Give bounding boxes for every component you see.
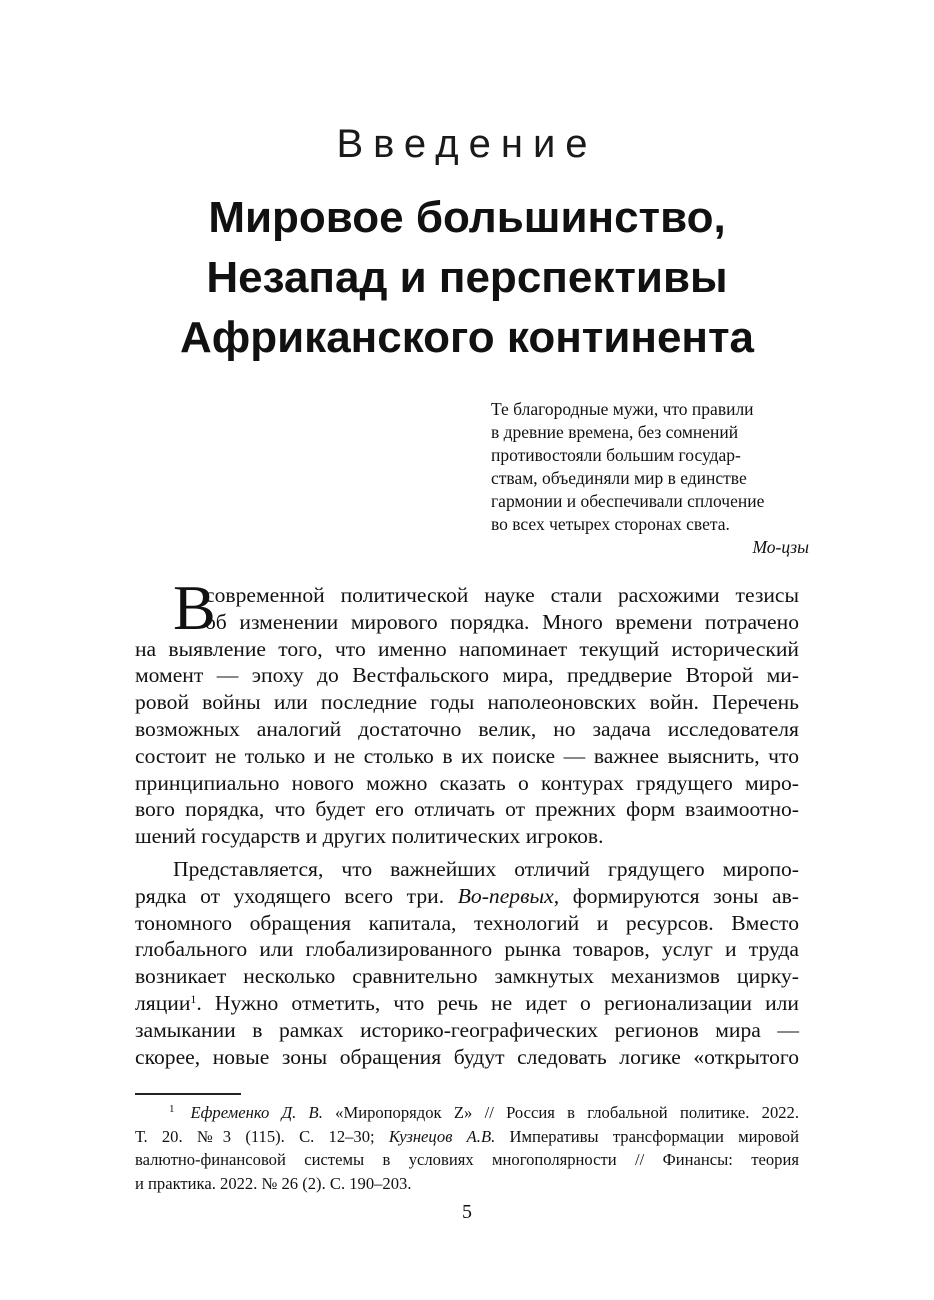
body-line: замыкании в рамках историко-географических регионов мира —	[135, 1017, 799, 1042]
footnote-author: Кузнецов А.В.	[388, 1126, 496, 1146]
footnote-author: Ефременко Д. В.	[190, 1103, 323, 1122]
body-line: скорее, новые зоны обращения будут следовать логике «открытого	[135, 1044, 799, 1069]
text-run: рядка от уходящего всего три.	[135, 883, 458, 908]
footnote-line	[135, 1125, 799, 1149]
body-line: об изменении мирового порядка. Много времени потрачено	[205, 609, 799, 634]
text-run: ляции	[135, 990, 191, 1015]
body-line: возникает несколько сравнительно замкнутых механизмов цирку-	[135, 964, 799, 989]
title-line: Мировое большинство,	[208, 193, 726, 242]
page-number: 5	[462, 1201, 472, 1223]
footnote-marker: 1	[169, 1103, 175, 1115]
epigraph-line: гармонии и обеспечивали сплочение	[491, 491, 765, 511]
epigraph-line: ствам, объединяли мир в единстве	[491, 468, 747, 488]
epigraph-line: во всех четырех сторонах света.	[491, 514, 730, 534]
text-run: , формируются зоны ав-	[553, 883, 800, 908]
footnote-line	[135, 1101, 799, 1125]
drop-cap: В	[173, 572, 216, 643]
chapter-label: Введение	[336, 122, 598, 166]
epigraph-line: противостояли большим государ-	[491, 445, 741, 465]
chapter-title	[60, 188, 874, 368]
text-run: Императивы трансформации мировой	[495, 1126, 799, 1146]
emphasis: Во-первых	[457, 883, 554, 908]
epigraph-author: Мо-цзы	[752, 537, 809, 557]
body-line: возможных аналогий достаточно велик, но задача исследователя	[135, 716, 799, 741]
body-line: состоит не только и не столько в их поиске — важнее выяснить, что	[135, 743, 799, 768]
text-run: «Миропорядок Z» // Россия в глобальной политике. 2022.	[322, 1103, 799, 1122]
body-line	[135, 883, 799, 910]
text-run: Т. 20. №3 (115). С. 12–30;	[135, 1126, 389, 1146]
body-line: момент — эпоху до Вестфальского мира, преддверие Второй ми-	[135, 663, 799, 688]
body-line: глобального или глобализированного рынка товаров, услуг и труда	[135, 937, 799, 962]
body-line: современной политической науке стали расхожими тезисы	[205, 583, 799, 607]
body-line: ровой войны или последние годы наполеоновских войн. Перечень	[135, 690, 799, 715]
body-line	[135, 990, 799, 1017]
epigraph	[491, 398, 809, 559]
body-line: принципиально нового можно сказать о контурах грядущего миро-	[135, 770, 799, 795]
body-line: вого порядка, что будет его отличать от прежних форм взаимоотно-	[135, 797, 799, 822]
footnote-line: валютно-финансовой системы в условиях многополярности // Финансы: теория	[135, 1150, 799, 1169]
title-line: Незапад и перспективы	[206, 253, 728, 302]
body-line: шений государств и других политических игроков.	[135, 824, 604, 849]
body-line: на выявление того, что именно напоминает текущий исторический	[135, 636, 799, 661]
text-run: . Нужно отметить, что речь не идет о регионализации или	[196, 990, 799, 1015]
body-line: Представляется, что важнейших отличий грядущего миропо-	[173, 856, 799, 881]
body-line: тономного обращения капитала, технологий и ресурсов. Вместо	[135, 910, 799, 935]
body-text	[135, 572, 800, 1070]
footnote	[135, 1101, 799, 1195]
paragraph	[135, 856, 799, 1070]
title-line: Африканского континента	[179, 313, 755, 362]
footnote-divider	[135, 1093, 241, 1095]
epigraph-line: в древние времена, без сомнений	[491, 422, 739, 442]
footnote-ref[interactable]: 1	[190, 991, 197, 1006]
footnote-line: и практика. 2022. № 26 (2). С. 190–203.	[135, 1173, 412, 1193]
epigraph-line: Те благородные мужи, что правили	[491, 399, 754, 419]
